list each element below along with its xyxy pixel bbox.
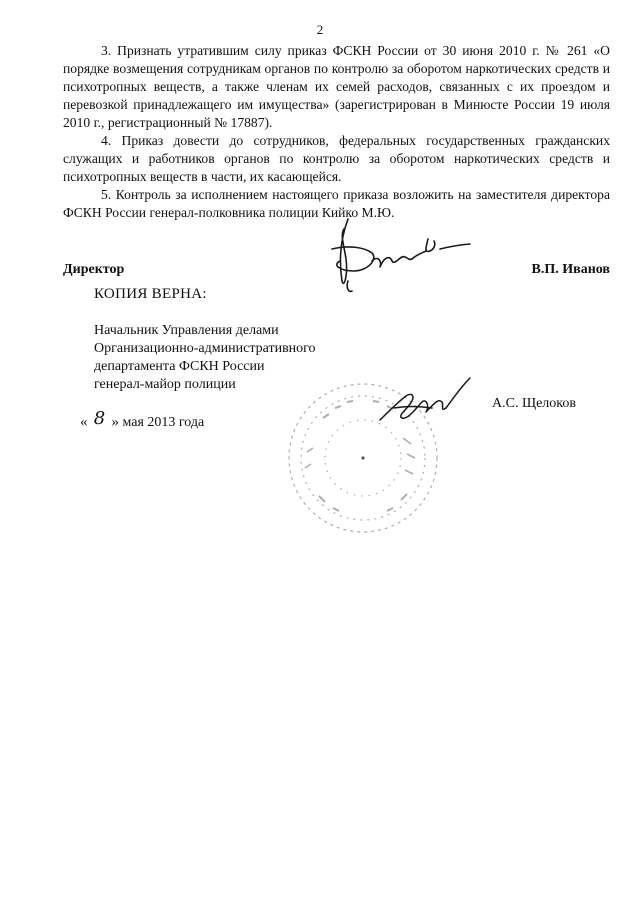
position-line-3: департамента ФСКН России xyxy=(94,359,265,374)
copy-true-label: КОПИЯ ВЕРНА: xyxy=(94,286,207,302)
official-stamp xyxy=(283,378,443,538)
director-signature-row xyxy=(63,262,610,282)
date-open-quote: « xyxy=(80,414,88,430)
date-close-quote: » xyxy=(111,414,119,430)
director-title: Директор xyxy=(63,262,125,277)
page-number: 2 xyxy=(316,22,324,37)
position-line-1: Начальник Управления делами xyxy=(94,323,279,338)
director-signature xyxy=(318,215,478,295)
position-line-2: Организационно-административного xyxy=(94,341,316,356)
certification-date xyxy=(80,410,204,431)
date-month-year: мая 2013 года xyxy=(119,415,205,430)
signer-name: А.С. Щелоков xyxy=(492,396,576,411)
official-position xyxy=(94,322,316,394)
signer-signature xyxy=(376,372,476,432)
paragraph-4: 4. Приказ довести до сотрудников, федеральных государственных гражданских служащих и работников органов по контролю за оборотом наркотических средств и психотропных веществ в части, их касающейся. xyxy=(63,133,610,184)
paragraph-5: 5. Контроль за исполнением настоящего приказа возложить на заместителя директора ФСКН России генерал-полковника полиции Кийко М.Ю. xyxy=(63,187,610,220)
paragraph-3: 3. Признать утратившим силу приказ ФСКН России от 30 июня 2010 г. № 261 «О порядке возмещения сотрудникам органов по контролю за оборотом наркотических средств и психотропных веществ, а также членам их семей расходов, связанных с их проездом и перевозкой принадлежащего им имущества» (зарегистрирован в Минюсте России 19 июля 2010 г., регистрационный № 17887). xyxy=(63,43,610,130)
document-body xyxy=(63,42,610,222)
director-name: В.П. Иванов xyxy=(531,262,610,277)
position-line-4: генерал-майор полиции xyxy=(94,377,236,392)
date-day-handwritten: 8 xyxy=(93,408,106,429)
